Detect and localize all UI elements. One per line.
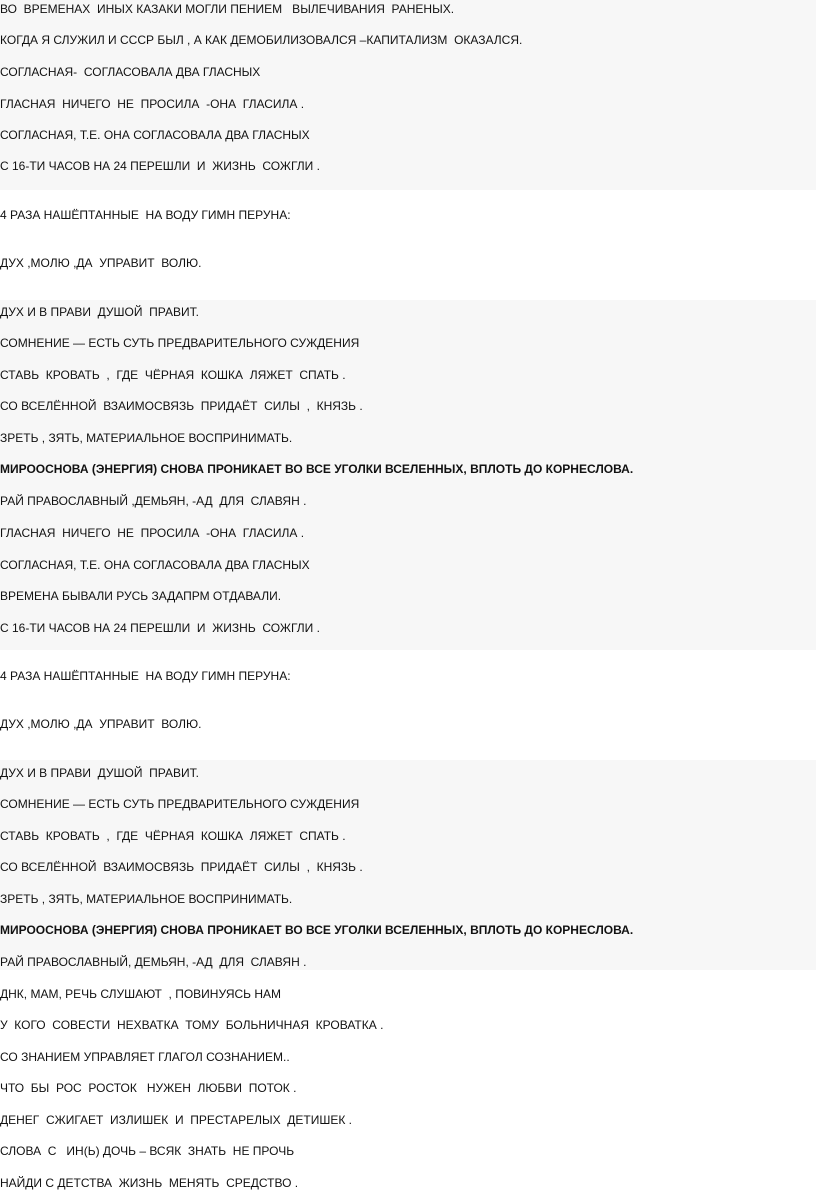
text-line: СО ВСЕЛЁННОЙ ВЗАИМОСВЯЗЬ ПРИДАЁТ СИЛЫ , КНЯЗЬ . — [0, 399, 363, 413]
text-line: ДУХ И В ПРАВИ ДУШОЙ ПРАВИТ. — [0, 305, 199, 319]
text-line-bold: МИРООСНОВА (ЭНЕРГИЯ) СНОВА ПРОНИКАЕТ ВО ВСЕ УГОЛКИ ВСЕЛЕННЫХ, ВПЛОТЬ ДО КОРНЕСЛОВА. — [0, 462, 634, 476]
text-line: СТАВЬ КРОВАТЬ , ГДЕ ЧЁРНАЯ КОШКА ЛЯЖЕТ СПАТЬ . — [0, 829, 346, 843]
text-line: ВО ВРЕМЕНАХ ИНЫХ КАЗАКИ МОГЛИ ПЕНИЕМ ВЫЛЕЧИВАНИЯ РАНЕНЫХ. — [0, 2, 455, 16]
text-line: КОГДА Я СЛУЖИЛ И СССР БЫЛ , А КАК ДЕМОБИЛИЗОВАЛСЯ –КАПИТАЛИЗМ ОКАЗАЛСЯ. — [0, 33, 523, 47]
text-line: ГЛАСНАЯ НИЧЕГО НЕ ПРОСИЛА -ОНА ГЛАСИЛА . — [0, 526, 305, 540]
text-line: ДУХ ,МОЛЮ ,ДА УПРАВИТ ВОЛЮ. — [0, 717, 202, 731]
text-line: ВРЕМЕНА БЫВАЛИ РУСЬ ЗАДАПРМ ОТДАВАЛИ. — [0, 589, 282, 603]
text-line: У КОГО СОВЕСТИ НЕХВАТКА ТОМУ БОЛЬНИЧНАЯ КРОВАТКА . — [0, 1018, 384, 1032]
text-line: НАЙДИ С ДЕТСТВА ЖИЗНЬ МЕНЯТЬ СРЕДСТВО . — [0, 1176, 299, 1190]
text-line: ДУХ ,МОЛЮ ,ДА УПРАВИТ ВОЛЮ. — [0, 256, 202, 270]
text-line: СО ВСЕЛЁННОЙ ВЗАИМОСВЯЗЬ ПРИДАЁТ СИЛЫ , КНЯЗЬ . — [0, 860, 363, 874]
text-line: СОМНЕНИЕ — ЕСТЬ СУТЬ ПРЕДВАРИТЕЛЬНОГО СУЖДЕНИЯ — [0, 797, 360, 811]
text-line: СТАВЬ КРОВАТЬ , ГДЕ ЧЁРНАЯ КОШКА ЛЯЖЕТ СПАТЬ . — [0, 368, 346, 382]
text-line: ДУХ И В ПРАВИ ДУШОЙ ПРАВИТ. — [0, 766, 199, 780]
text-line: РАЙ ПРАВОСЛАВНЫЙ ,ДЕМЬЯН, -АД ДЛЯ СЛАВЯН . — [0, 494, 307, 508]
text-line: ДНК, МАМ, РЕЧЬ СЛУШАЮТ , ПОВИНУЯСЬ НАМ — [0, 987, 282, 1001]
text-line: СО ЗНАНИЕМ УПРАВЛЯЕТ ГЛАГОЛ СОЗНАНИЕМ.. — [0, 1050, 290, 1064]
text-line: СОГЛАСНАЯ- СОГЛАСОВАЛА ДВА ГЛАСНЫХ — [0, 65, 261, 79]
text-line: СОГЛАСНАЯ, Т.Е. ОНА СОГЛАСОВАЛА ДВА ГЛАСНЫХ — [0, 558, 310, 572]
text-line: ЗРЕТЬ , ЗЯТЬ, МАТЕРИАЛЬНОЕ ВОСПРИНИМАТЬ. — [0, 431, 293, 445]
text-line: 4 РАЗА НАШЁПТАННЫЕ НА ВОДУ ГИМН ПЕРУНА: — [0, 669, 291, 683]
text-line: СОГЛАСНАЯ, Т.Е. ОНА СОГЛАСОВАЛА ДВА ГЛАСНЫХ — [0, 128, 310, 142]
text-line: СОМНЕНИЕ — ЕСТЬ СУТЬ ПРЕДВАРИТЕЛЬНОГО СУЖДЕНИЯ — [0, 336, 360, 350]
text-line: ЧТО БЫ РОС РОСТОК НУЖЕН ЛЮБВИ ПОТОК . — [0, 1081, 297, 1095]
text-line: ГЛАСНАЯ НИЧЕГО НЕ ПРОСИЛА -ОНА ГЛАСИЛА . — [0, 97, 305, 111]
text-line: РАЙ ПРАВОСЛАВНЫЙ, ДЕМЬЯН, -АД ДЛЯ СЛАВЯН . — [0, 955, 307, 969]
text-line: 4 РАЗА НАШЁПТАННЫЕ НА ВОДУ ГИМН ПЕРУНА: — [0, 208, 291, 222]
text-line: СЛОВА С ИН(Ь) ДОЧЬ – ВСЯК ЗНАТЬ НЕ ПРОЧЬ — [0, 1144, 295, 1158]
text-line: С 16-ТИ ЧАСОВ НА 24 ПЕРЕШЛИ И ЖИЗНЬ СОЖГЛИ . — [0, 159, 320, 173]
text-line: ДЕНЕГ СЖИГАЕТ ИЗЛИШЕК И ПРЕСТАРЕЛЫХ ДЕТИШЕК . — [0, 1113, 352, 1127]
text-line: С 16-ТИ ЧАСОВ НА 24 ПЕРЕШЛИ И ЖИЗНЬ СОЖГЛИ . — [0, 621, 320, 635]
text-line-bold: МИРООСНОВА (ЭНЕРГИЯ) СНОВА ПРОНИКАЕТ ВО ВСЕ УГОЛКИ ВСЕЛЕННЫХ, ВПЛОТЬ ДО КОРНЕСЛОВА. — [0, 923, 634, 937]
text-line: ЗРЕТЬ , ЗЯТЬ, МАТЕРИАЛЬНОЕ ВОСПРИНИМАТЬ. — [0, 892, 293, 906]
